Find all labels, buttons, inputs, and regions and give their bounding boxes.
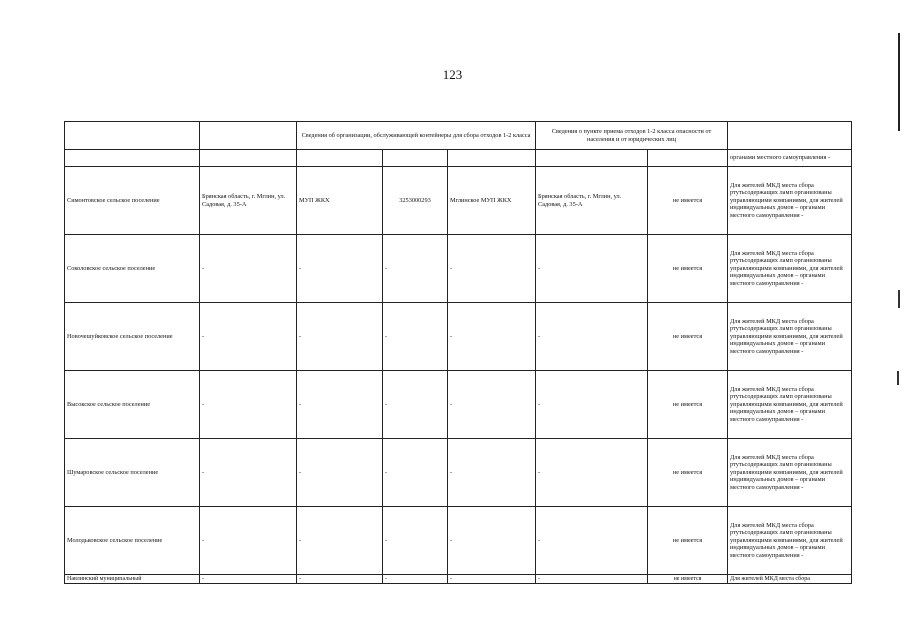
point-name: -	[448, 507, 536, 575]
continued-note: органами местного самоуправления -	[728, 150, 852, 167]
org-address: -	[200, 439, 297, 507]
status-value: не имеется	[648, 303, 728, 371]
table-header-row	[65, 122, 852, 150]
table-row-continuation	[65, 150, 852, 167]
note-text: Для жителей МКД места сбора ртутьсодержащих ламп организованы управляющими компаниями, для жителей индивидуальных домов – органами местного самоуправления -	[728, 371, 852, 439]
status-value: не имеется	[648, 371, 728, 439]
point-name: Мглинское МУП ЖКХ	[448, 167, 536, 235]
note-text: Для жителей МКД места сбора	[728, 575, 852, 584]
table-row	[65, 439, 852, 507]
point-name: -	[448, 303, 536, 371]
scan-edge-mark	[897, 371, 899, 385]
note-text: Для жителей МКД места сбора ртутьсодержащих ламп организованы управляющими компаниями, для жителей индивидуальных домов – органами местного самоуправления -	[728, 507, 852, 575]
point-name: -	[448, 235, 536, 303]
header-point-info: Сведения о пункте приема отходов 1-2 класса опасности от населения и от юридических лиц	[536, 122, 728, 150]
settlement-name: Шумаровское сельское поселение	[65, 439, 200, 507]
table-row	[65, 371, 852, 439]
settlement-name: Навлинский муниципальный	[65, 575, 200, 584]
header-cell-empty	[200, 122, 297, 150]
org-inn: -	[383, 507, 448, 575]
table-row	[65, 507, 852, 575]
scan-edge-mark	[898, 290, 900, 308]
org-address: -	[200, 303, 297, 371]
settlement-name: Высокское сельское поселение	[65, 371, 200, 439]
org-name: -	[297, 439, 383, 507]
header-cell-empty	[728, 122, 852, 150]
org-name: -	[297, 371, 383, 439]
org-address: -	[200, 507, 297, 575]
org-inn: -	[383, 235, 448, 303]
settlement-name: Симонтовское сельское поселение	[65, 167, 200, 235]
table-row	[65, 235, 852, 303]
status-value: не имеется	[648, 167, 728, 235]
point-address: -	[536, 439, 648, 507]
settlement-name: Соколовское сельское поселение	[65, 235, 200, 303]
point-address: -	[536, 507, 648, 575]
status-value: не имеется	[648, 439, 728, 507]
waste-collection-table	[64, 121, 852, 584]
header-org-info: Сведения об организации, обслуживающей контейнеры для сбора отходов 1-2 класса	[297, 122, 536, 150]
point-address: -	[536, 371, 648, 439]
point-name: -	[448, 371, 536, 439]
point-address: Брянская область, г. Мглин, ул. Садовая, д. 35-А	[536, 167, 648, 235]
note-text: Для жителей МКД места сбора ртутьсодержащих ламп организованы управляющими компаниями, для жителей индивидуальных домов – органами местного самоуправления -	[728, 303, 852, 371]
org-address: -	[200, 235, 297, 303]
point-address: -	[536, 303, 648, 371]
header-cell-empty	[65, 122, 200, 150]
point-name: -	[448, 439, 536, 507]
note-text: Для жителей МКД места сбора ртутьсодержащих ламп организованы управляющими компаниями, для жителей индивидуальных домов – органами местного самоуправления -	[728, 167, 852, 235]
status-value: не имеется	[648, 507, 728, 575]
point-address: -	[536, 575, 648, 584]
org-address: -	[200, 371, 297, 439]
settlement-name: Новочешуйковское сельское поселение	[65, 303, 200, 371]
status-value: не имеется	[648, 235, 728, 303]
org-address: Брянская область, г. Мглин, ул. Садовая, д. 35-А	[200, 167, 297, 235]
note-text: Для жителей МКД места сбора ртутьсодержащих ламп организованы управляющими компаниями, для жителей индивидуальных домов – органами местного самоуправления -	[728, 235, 852, 303]
point-address: -	[536, 235, 648, 303]
table-row-last	[65, 575, 852, 584]
org-inn: 3253000293	[383, 167, 448, 235]
note-text: Для жителей МКД места сбора ртутьсодержащих ламп организованы управляющими компаниями, для жителей индивидуальных домов – органами местного самоуправления -	[728, 439, 852, 507]
scan-edge-mark	[898, 33, 900, 131]
org-name: -	[297, 507, 383, 575]
org-address: -	[200, 575, 297, 584]
org-inn: -	[383, 439, 448, 507]
table-row	[65, 167, 852, 235]
org-name: МУП ЖКХ	[297, 167, 383, 235]
point-name: -	[448, 575, 536, 584]
org-inn: -	[383, 303, 448, 371]
table-row	[65, 303, 852, 371]
settlement-name: Молодьковское сельское поселение	[65, 507, 200, 575]
org-name: -	[297, 303, 383, 371]
page-number: 123	[442, 67, 463, 82]
org-inn: -	[383, 575, 448, 584]
org-name: -	[297, 575, 383, 584]
org-name: -	[297, 235, 383, 303]
org-inn: -	[383, 371, 448, 439]
status-value: не имеется	[648, 575, 728, 584]
